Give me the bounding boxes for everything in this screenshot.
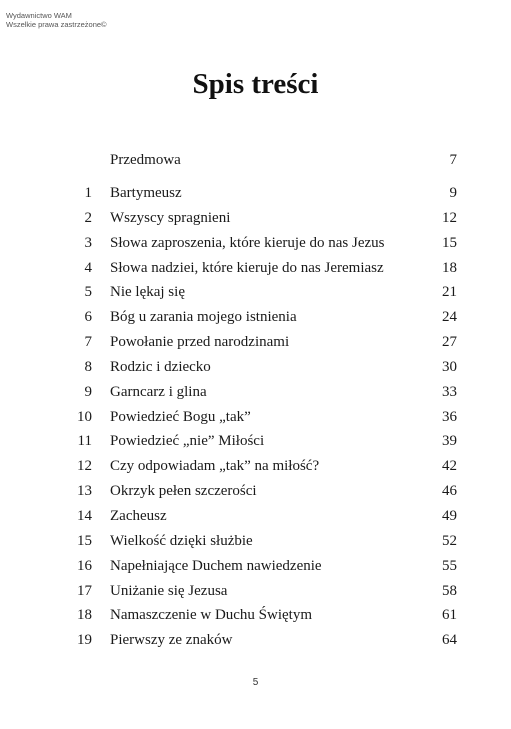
toc-entry-number: 19 (77, 632, 92, 649)
toc-entry-page: 58 (442, 582, 457, 599)
toc-entry-title: Pierwszy ze znaków (110, 632, 233, 649)
toc-entry-number: 16 (77, 557, 92, 574)
toc-entry-page: 42 (442, 458, 457, 475)
toc-entry-number: 15 (77, 532, 92, 549)
toc-entry-title: Słowa nadziei, które kieruje do nas Jeremiasz (110, 259, 384, 276)
toc-entry-number: 13 (77, 483, 92, 500)
toc-entry-page: 24 (442, 309, 457, 326)
toc-entry-page: 36 (442, 408, 457, 425)
toc-entry-number: 17 (77, 582, 92, 599)
toc-entry-title: Powołanie przed narodzinami (110, 334, 290, 351)
toc-row (0, 554, 511, 579)
toc-entry-title: Wszyscy spragnieni (110, 209, 231, 226)
toc-entry-page: 49 (442, 507, 457, 524)
toc-entry-page: 33 (442, 383, 457, 400)
toc-entry-number: 18 (77, 607, 92, 624)
toc-entry-title: Uniżanie się Jezusa (110, 582, 228, 599)
toc-entry-title: Zacheusz (110, 507, 167, 524)
toc-entry-title: Słowa zaproszenia, które kieruje do nas Jezus (110, 234, 385, 251)
toc-row (0, 504, 511, 529)
toc-entry-number: 5 (84, 284, 92, 301)
toc-row (0, 305, 511, 330)
toc-entry-page: 52 (442, 532, 457, 549)
publisher-notice (6, 12, 107, 29)
toc-entry-number: 6 (84, 309, 92, 326)
toc-entry-title: Nie lękaj się (110, 284, 185, 301)
toc-entry-page: 27 (442, 334, 457, 351)
toc-entry-title: Bóg u zarania mojego istnienia (110, 309, 297, 326)
toc-entry-number: 9 (84, 383, 92, 400)
toc-row (0, 405, 511, 430)
page-title: Spis treści (192, 68, 319, 100)
toc-row (0, 479, 511, 504)
toc-row (0, 280, 511, 305)
toc-entry-page: 18 (442, 259, 457, 276)
page-number: 5 (252, 677, 259, 688)
toc-row (0, 429, 511, 454)
toc-entry-number: 3 (84, 234, 92, 251)
toc-entry-page: 64 (442, 632, 457, 649)
toc-entry-number: 2 (84, 209, 92, 226)
toc-entry-number: 8 (84, 358, 92, 375)
toc-entry-title: Przedmowa (110, 152, 181, 168)
toc-entry-page: 39 (442, 433, 457, 450)
toc-row (0, 355, 511, 380)
toc-entry-title: Okrzyk pełen szczerości (110, 483, 257, 500)
toc-entry-number: 4 (84, 259, 92, 276)
toc-row (0, 579, 511, 604)
toc-entry-page: 12 (442, 209, 457, 226)
toc-entry-page: 30 (442, 358, 457, 375)
toc-entry-page: 61 (442, 607, 457, 624)
toc-entry-number: 11 (77, 433, 92, 450)
copyright-notice: Wszelkie prawa zastrzeżone© (6, 19, 107, 29)
toc-row (0, 256, 511, 281)
toc-row (0, 380, 511, 405)
toc-preface-row (0, 148, 511, 181)
toc-row (0, 628, 511, 653)
toc-entry-title: Rodzic i dziecko (110, 358, 211, 375)
toc-entry-title: Powiedzieć „nie” Miłości (110, 433, 265, 450)
toc-entry-number: 1 (84, 185, 92, 201)
toc-entry-title: Powiedzieć Bogu „tak” (110, 408, 251, 425)
publisher-name: Wydawnictwo WAM (6, 11, 72, 20)
toc-entry-page: 21 (442, 284, 457, 301)
toc-row (0, 181, 511, 206)
toc-row (0, 603, 511, 628)
toc-row (0, 206, 511, 231)
toc-entry-title: Namaszczenie w Duchu Świętym (110, 607, 313, 624)
toc-entry-title: Garncarz i glina (110, 383, 207, 400)
toc-entry-title: Czy odpowiadam „tak” na miłość? (110, 458, 320, 475)
toc-row (0, 231, 511, 256)
toc-entry-number: 12 (77, 458, 92, 475)
toc-entry-page: 7 (449, 152, 457, 168)
toc-entry-number: 7 (84, 334, 92, 351)
toc-entry-page: 15 (442, 234, 457, 251)
toc-row (0, 454, 511, 479)
table-of-contents (0, 148, 511, 653)
toc-row (0, 330, 511, 355)
toc-entry-title: Napełniające Duchem nawiedzenie (110, 557, 322, 574)
toc-row (0, 529, 511, 554)
toc-entry-page: 55 (442, 557, 457, 574)
toc-entry-number: 14 (77, 507, 92, 524)
toc-entry-number: 10 (77, 408, 92, 425)
toc-entry-page: 9 (449, 185, 457, 201)
toc-entry-page: 46 (442, 483, 457, 500)
toc-entry-title: Bartymeusz (110, 185, 182, 201)
toc-entry-title: Wielkość dzięki służbie (110, 532, 253, 549)
